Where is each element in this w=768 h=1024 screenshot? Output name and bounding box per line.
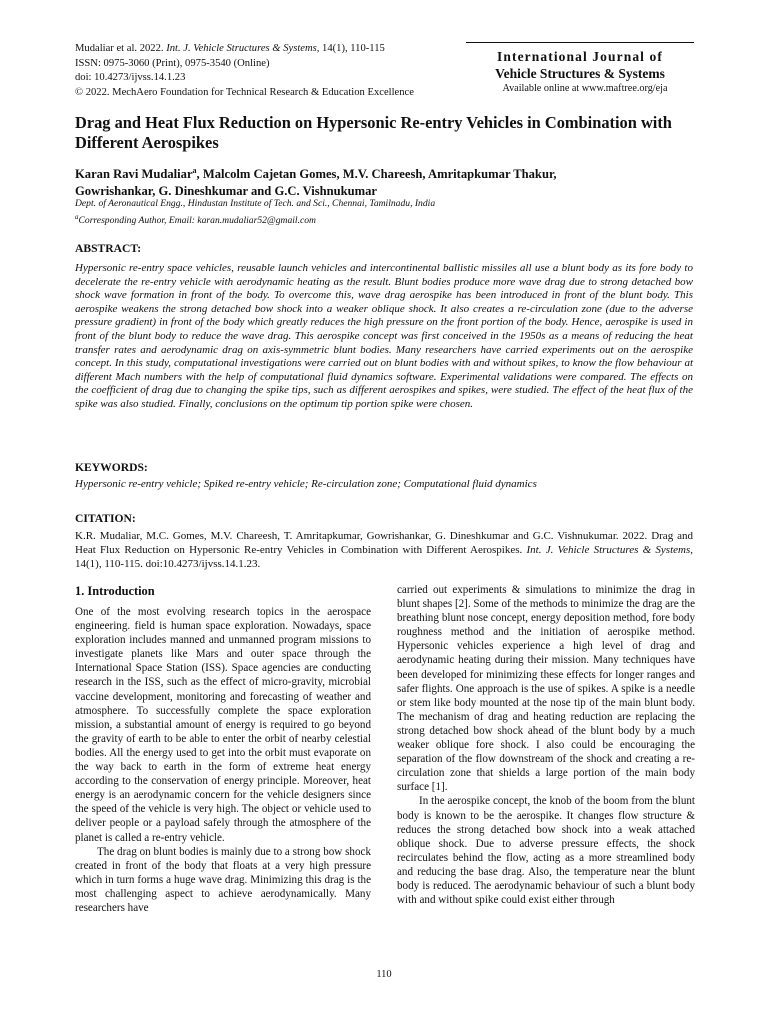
corresponding-author: $^a$Corresponding Author, Email: karan.mudaliar52@gmail.com: [75, 212, 316, 226]
journal-name-line2: Vehicle Structures & Systems: [495, 66, 665, 81]
publication-metadata: [75, 42, 465, 100]
issn-line: ISSN: 0975-3060 (Print), 0975-3540 (Online): [75, 57, 270, 69]
journal-name-line1: International Journal of: [497, 49, 663, 64]
citation-line: Mudaliar et al. 2022. Int. J. Vehicle Structures & Systems, 14(1), 110-115: [75, 43, 385, 54]
affiliation: [75, 198, 705, 227]
author-list: Karan Ravi Mudaliar$^a$, Malcolm Cajetan Gomes, M.V. Chareesh, Amritapkumar Thakur, Gowrishankar, G. Dineshkumar and G.C. Vishnukumar: [75, 166, 557, 199]
intro-paragraph-4: In the aerospike concept, the knob of the boom from the blunt body is known to be the aerospike. It changes flow structure & reduces the strong detached bow shock into a weak attached oblique shock. Due to adverse pressure effects, the shock recirculates behind the flow, acting as a more streamlined body and reducing the base drag. Also, the temperature near the blunt body is reduced. The aerodynamic behaviour of such a blunt body with and without spike could exist either through: [397, 795, 695, 907]
citation-heading: CITATION:: [75, 512, 136, 525]
journal-masthead: [466, 42, 694, 95]
intro-paragraph-1: One of the most evolving research topics in the aerospace engineering. field is human space exploration. Nowadays, space exploration includes manned and unmanned program missions to investigate planets like Mars and outer space through the International Space Station (ISS). Space agencies are conducting research in the ISS, such as the effect of micro-gravity, microbial vaccine development, monitoring and forecasting of weather and atmosphere. To successfully complete the space exploration mission, a substantial amount of energy is required to go beyond the gravity of earth to be able to enter the orbit of nearby celestial bodies. All the energy used to get into the orbit must evaporate on the way back to earth in the form of extreme heat energy according to the conservation of energy principle. Moreover, heat energy is an aerodynamic concern for the vehicle designers since the speed of the vehicle is very high. The object or vehicle used to deliver people or a payload safely through the atmosphere of the planet is called a re-entry vehicle.: [75, 606, 371, 844]
intro-paragraph-2: The drag on blunt bodies is mainly due to a strong bow shock created in front of the body that floats at a very high pressure which in turn forms a huge wave drag. Minimizing this drag is the most challenging aspect to achieve aerodynamically. Many researchers have: [75, 845, 371, 914]
intro-paragraph-3: carried out experiments & simulations to minimize the drag in blunt shapes [2]. Some of the methods to minimize the drag are the breathing blunt nose concept, energy deposition method, fore body roughness method and the initiation of aerospike method. Hypersonic vehicles experience a high level of drag and aerodynamic heating during their mission. Many techniques have been developed for minimizing these effects for longer ranges and safer flights. One approach is the use of spikes. A spike is a needle or stem like body mounted at the nose tip of the main blunt body. The mechanism of drag and heating reduction are replacing the strong detached bow shock ahead of the blunt body by a much weaker oblique fore shock. I also could be encouraging the separation of the flow downstream of the shock and creating a re-circulation zone that shields a large portion of the main body surface [1].: [397, 584, 695, 794]
copyright-line: © 2022. MechAero Foundation for Technical Research & Education Excellence: [75, 86, 414, 98]
abstract-text: Hypersonic re-entry space vehicles, reusable launch vehicles and intercontinental ballistic missiles all use a blunt body as its fore body to decelerate the re-entry vehicle with aerodynamic heating as the result. Blunt bodies produce more wave drag due to strong detached bow shock wave formation in front of the body. To overcome this, wave drag aerospike has been introduced in front of the blunt body. This aerospike weakens the strong detached bow shock into a weaker oblique shock. It also creates a re-circulation zone (due to the adverse pressure gradient) in front of the body which greatly reduces the high pressure on the front portion of the body. Hence, aerospike is used in front of the blunt body to reduce the wave drag. This aerospike concept was first conceived in the 1950s as a means of reducing the heat transfer rates and aerodynamic drag on axis-symmetric blunt bodies. Many researchers have carried experiments out on the aerospike concept. In this study, computational investigations were carried out on blunt bodies with and without spikes, to know the flow behaviour at different Mach numbers with the help of computational fluid dynamics software. Experimental validations were compared. The effects on the coefficient of drag due to changing the spike tips, such as different aerospikes and spikes, were studied. The effect of the heat flux of the spike was also studied. Finally, conclusions on the optimum tip portion spike were chosen.: [75, 262, 693, 410]
doi-line: doi: 10.4273/ijvss.14.1.23: [75, 72, 186, 84]
keywords-heading: KEYWORDS:: [75, 461, 148, 474]
keywords-text: Hypersonic re-entry vehicle; Spiked re-entry vehicle; Re-circulation zone; Computational fluid dynamics: [75, 478, 537, 490]
availability-line: Available online at www.maftree.org/eja: [502, 83, 668, 94]
introduction-heading: 1. Introduction: [75, 584, 155, 598]
right-column: [397, 583, 695, 907]
citation-text: K.R. Mudaliar, M.C. Gomes, M.V. Chareesh, T. Amritapkumar, Gowrishankar, G. Dineshkumar and G.C. Vishnukumar. 2022. Drag and Heat Flux Reduction on Hypersonic Re-entry Vehicles in Combination with Different Aerospikes. Int. J. Vehicle Structures & Systems, 14(1), 110-115. doi:10.4273/ijvss.14.1.23.: [75, 530, 693, 571]
paper-title: Drag and Heat Flux Reduction on Hypersonic Re-entry Vehicles in Combination with Different Aerospikes: [75, 113, 672, 152]
department: Dept. of Aeronautical Engg., Hindustan Institute of Tech. and Sci., Chennai, Tamilnadu, India: [75, 198, 436, 209]
left-column: [75, 605, 371, 915]
page-number: 110: [376, 969, 392, 980]
abstract-heading: ABSTRACT:: [75, 242, 142, 255]
